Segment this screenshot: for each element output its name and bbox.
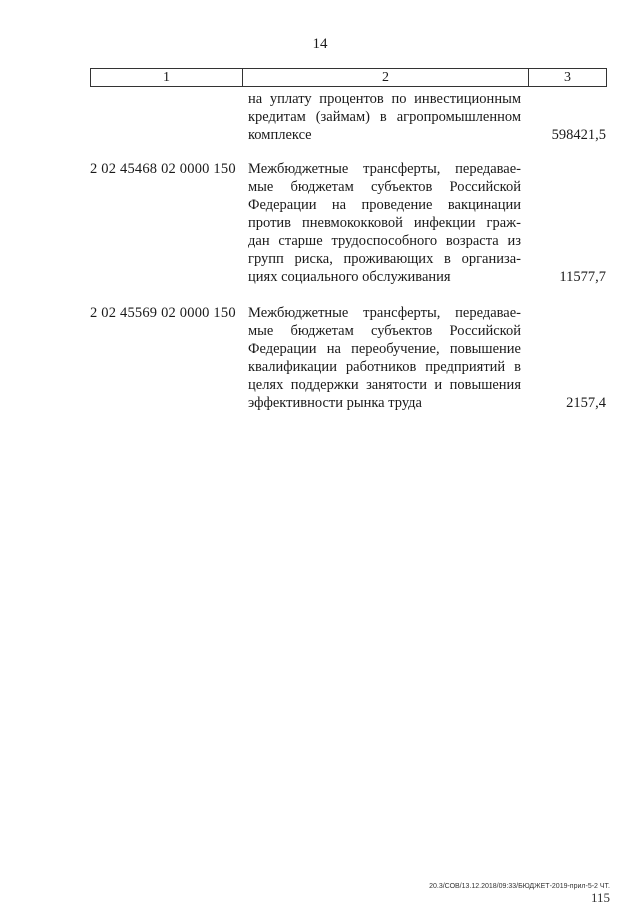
row-code: 2 02 45468 02 0000 150 [90,161,236,177]
description-line: Федерации на проведение вакцинации [248,197,521,213]
description-line: Федерации на переобучение, повышение [248,341,521,357]
description-line: Межбюджетные трансферты, передавае- [248,161,521,177]
table-header [90,68,607,87]
page-number: 14 [312,36,328,52]
column-header-1: 1 [91,69,243,87]
description-line: целях поддержки занятости и повышения [248,377,521,393]
description-line: мые бюджетам субъектов Российской [248,179,521,195]
description-line: эффективности рынка труда [248,395,422,411]
column-header-2: 2 [243,69,529,87]
description-line: против пневмококковой инфекции граж- [248,215,521,231]
description-line: Межбюджетные трансферты, передавае- [248,305,521,321]
row-amount: 598421,5 [551,127,606,143]
description-line: кредитам (займам) в агропромышленном [248,109,521,125]
row-description [248,304,521,412]
row-amount: 2157,4 [566,395,606,411]
row-code: 2 02 45569 02 0000 150 [90,305,236,321]
description-line: групп риска, проживающих в организа- [248,251,521,267]
row-description [248,90,521,144]
footer-stamp: 20.3/СОВ/13.12.2018/09:33/БЮДЖЕТ-2019-прил-5-2 ЧТ. [429,883,610,890]
row-amount: 11577,7 [559,269,606,285]
description-line: мые бюджетам субъектов Российской [248,323,521,339]
row-description [248,160,521,286]
description-line: квалификации работников предприятий в [248,359,521,375]
description-line: комплексе [248,127,312,143]
description-line: дан старше трудоспособного возраста из [248,233,521,249]
column-header-3: 3 [529,69,607,87]
description-line: циях социального обслуживания [248,269,451,285]
description-line: на уплату процентов по инвестиционным [248,91,521,107]
footer-sheet-number: 115 [590,890,610,905]
